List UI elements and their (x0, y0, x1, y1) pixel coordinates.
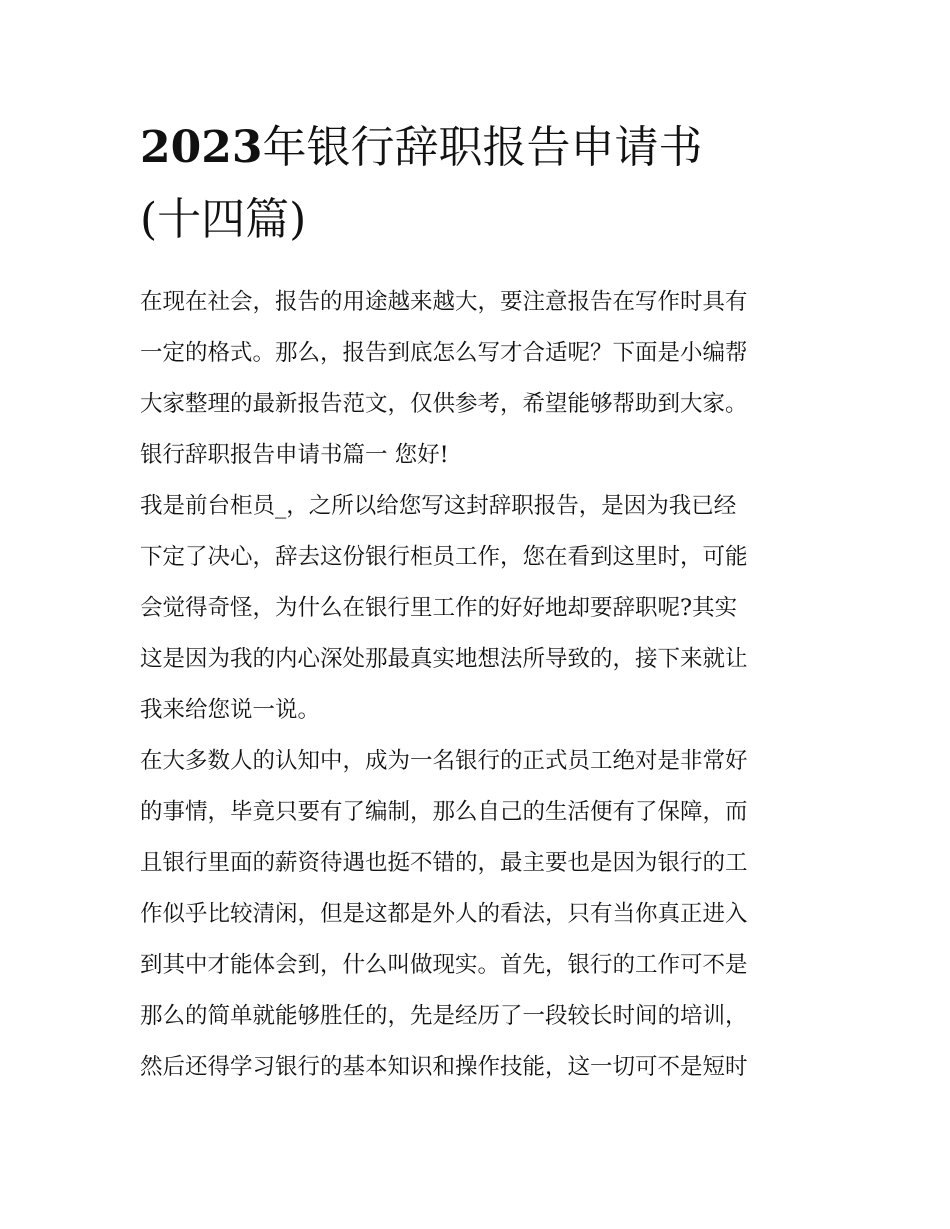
title-year: 2023 (140, 122, 263, 173)
text-line: 会觉得奇怪，为什么在银行里工作的好好地却要辞职呢?其实 (140, 595, 738, 621)
title-line-2: (十四篇) (140, 194, 307, 245)
text-line: 一定的格式。那么，报告到底怎么写才合适呢？下面是小编帮 (140, 340, 748, 366)
text-line: 这是因为我的内心深处那最真实地想法所导致的，接下来就让 (140, 646, 748, 672)
text-line: 我是前台柜员_，之所以给您写这封辞职报告，是因为我已经 (140, 493, 737, 519)
text-line: 大家整理的最新报告范文，仅供参考，希望能够帮助到大家。 (140, 391, 748, 417)
text-line: 我来给您说一说。 (140, 697, 321, 723)
text-line: 到其中才能体会到，什么叫做现实。首先，银行的工作可不是 (140, 952, 748, 978)
document-body (140, 277, 812, 1093)
section-heading-line: 银行辞职报告申请书篇一 您好! (140, 442, 449, 468)
text-line: 作似乎比较清闲，但是这都是外人的看法，只有当你真正进入 (140, 901, 748, 927)
text-line: 那么的简单就能够胜任的，先是经历了一段较长时间的培训， (140, 1003, 748, 1029)
text-line: 在现在社会，报告的用途越来越大，要注意报告在写作时具有 (140, 289, 748, 315)
document-title (140, 112, 820, 256)
text-line: 然后还得学习银行的基本知识和操作技能，这一切可不是短时 (140, 1054, 748, 1080)
text-line: 下定了决心，辞去这份银行柜员工作，您在看到这里时，可能 (140, 544, 748, 570)
text-line: 在大多数人的认知中，成为一名银行的正式员工绝对是非常好 (140, 748, 748, 774)
text-line: 且银行里面的薪资待遇也挺不错的，最主要也是因为银行的工 (140, 850, 748, 876)
title-line-1 (140, 112, 820, 184)
title-text: 年银行辞职报告申请书 (262, 122, 703, 173)
text-line: 的事情，毕竟只要有了编制，那么自己的生活便有了保障，而 (140, 799, 748, 825)
